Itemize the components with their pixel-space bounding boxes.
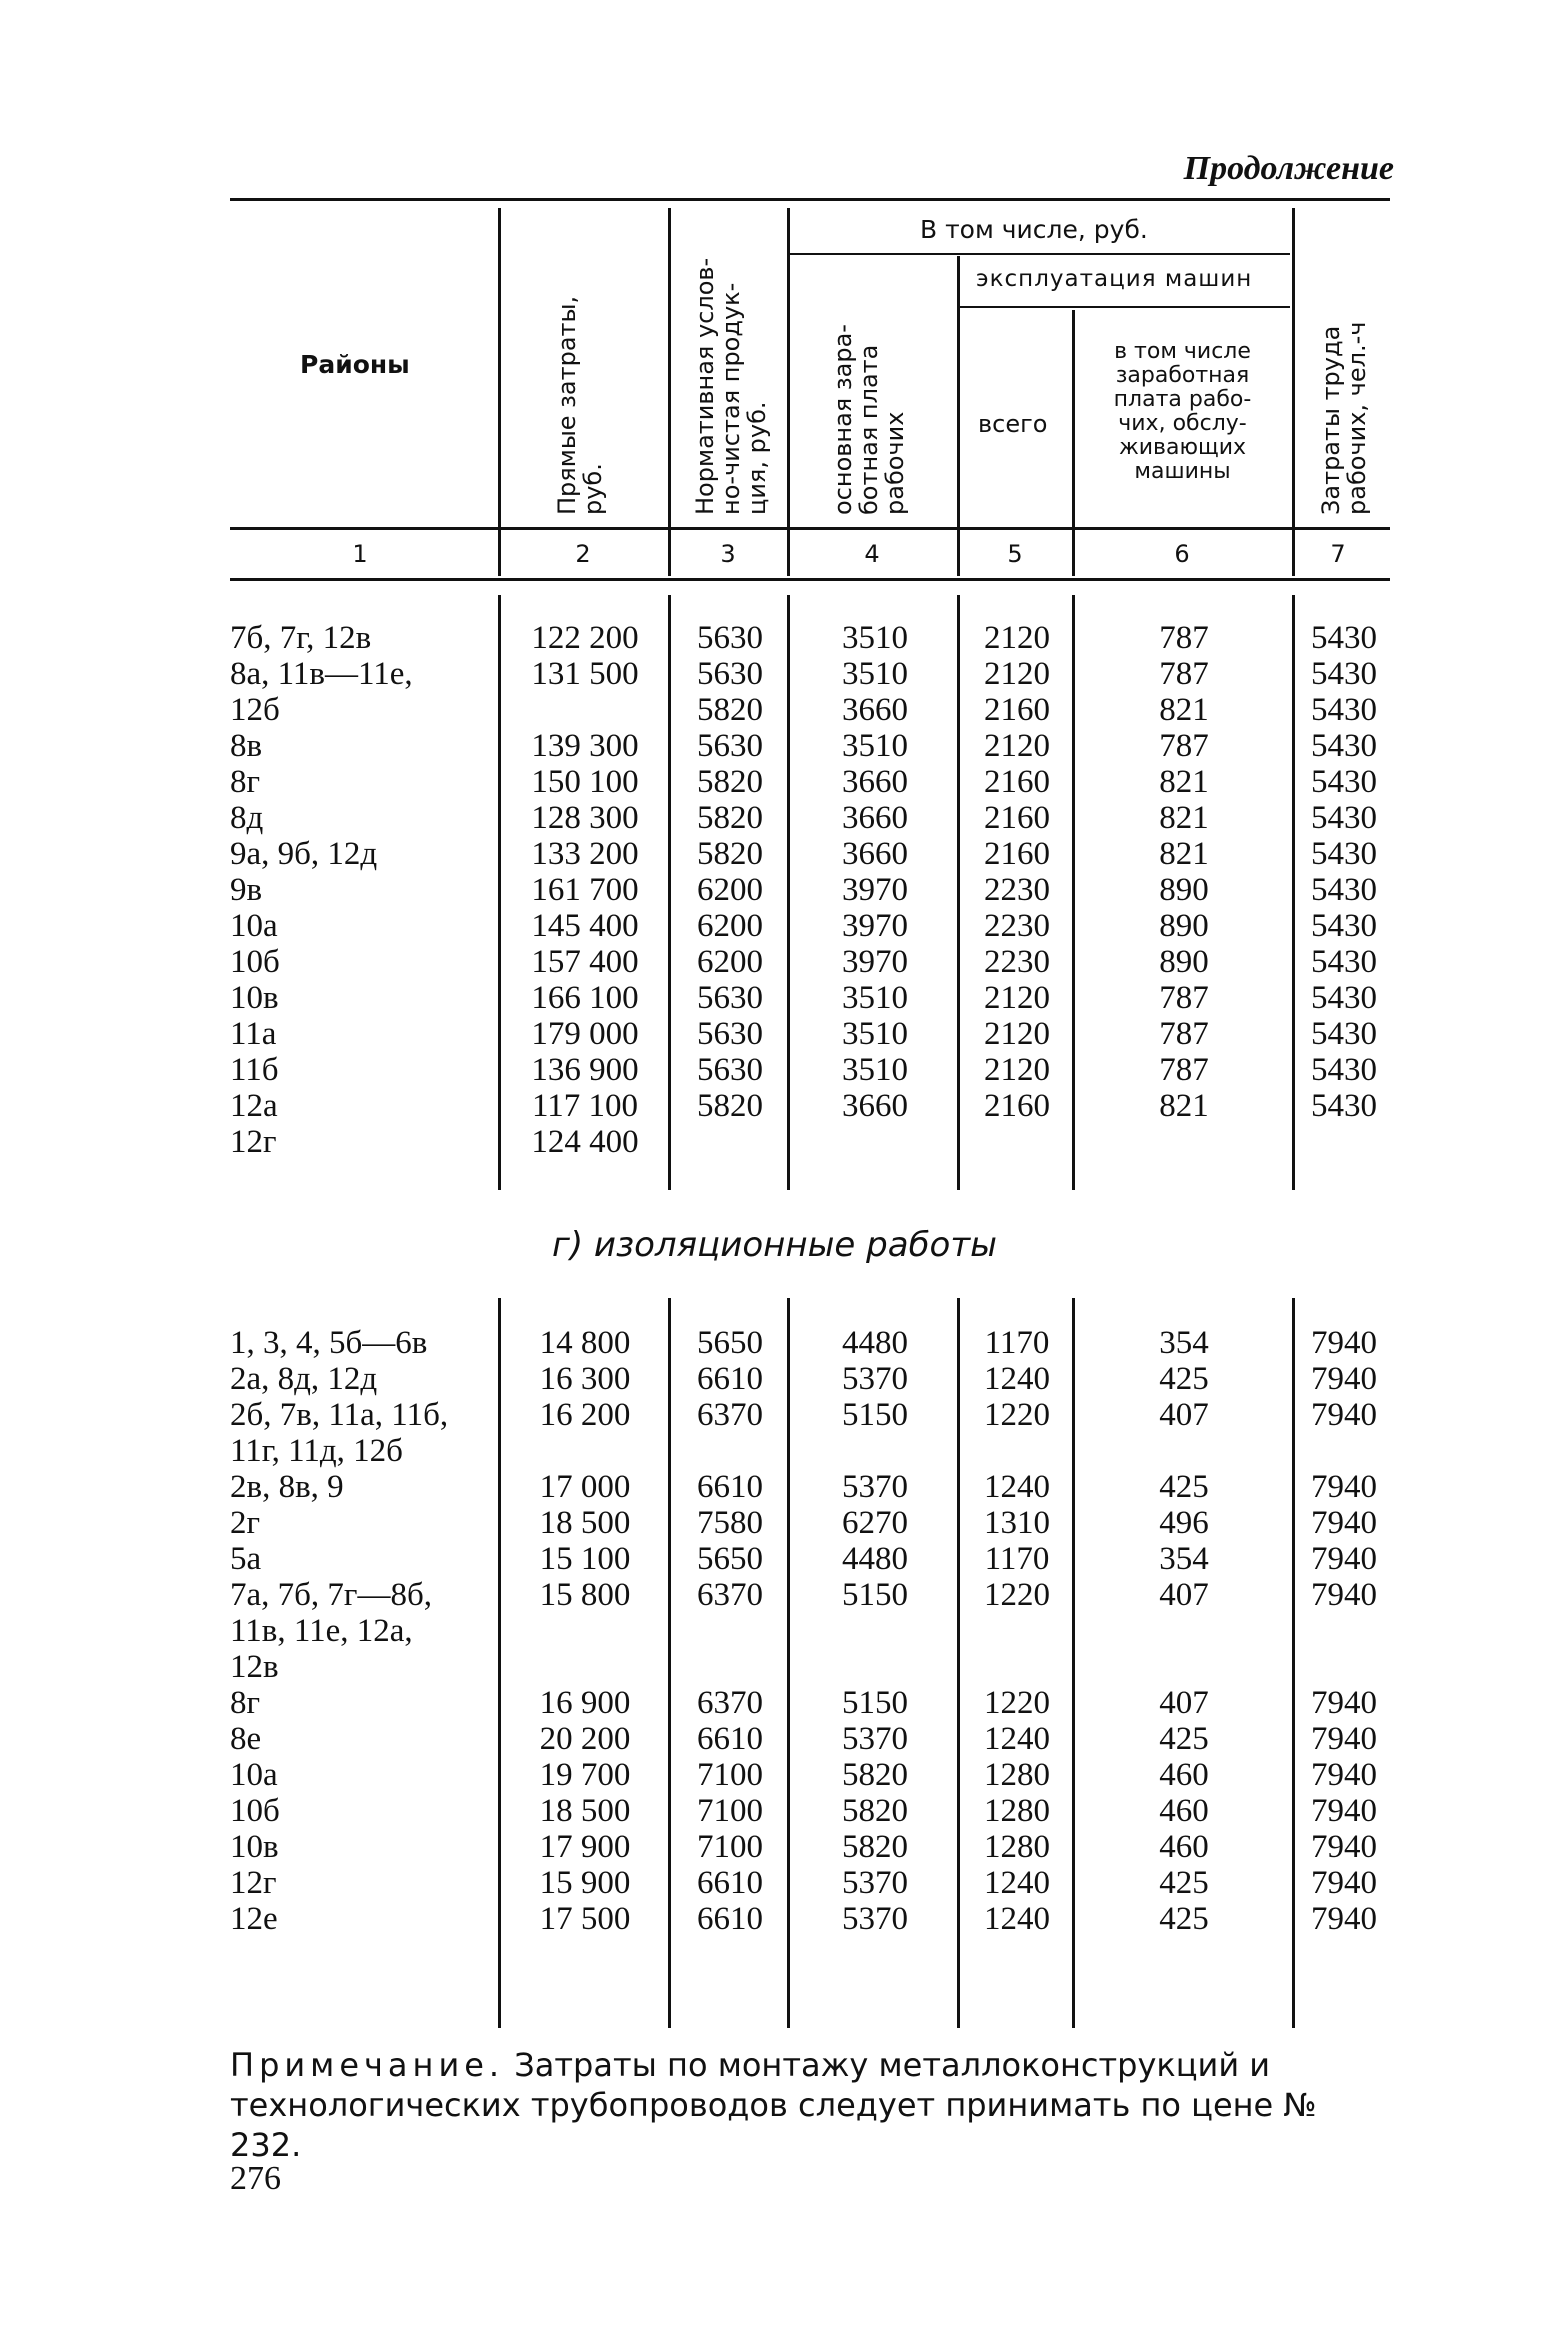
machines-wage-cell: 890	[1159, 908, 1209, 944]
direct-costs-cell: 157 400	[531, 944, 639, 980]
body-vrule	[498, 1298, 501, 2028]
region-cell: 2в, 8в, 9	[230, 1469, 344, 1505]
machines-total-cell: 2120	[984, 620, 1050, 656]
header-incl-wage: в том числе заработная плата рабо- чих, обслу- живающих машины	[1113, 339, 1252, 484]
region-cell: 12а	[230, 1088, 278, 1124]
column-number: 6	[1174, 540, 1190, 568]
page-number: 276	[230, 2160, 281, 2197]
column-number: 2	[575, 540, 591, 568]
normative-cell: 5820	[697, 764, 763, 800]
body-vrule	[668, 1298, 671, 2028]
machines-wage-cell: 407	[1159, 1685, 1209, 1721]
continuation-label: Продолжение	[1183, 150, 1394, 187]
base-wage-cell: 5370	[842, 1721, 908, 1757]
body-vrule	[787, 595, 790, 1190]
region-cell: 10б	[230, 944, 280, 980]
base-wage-cell: 5370	[842, 1361, 908, 1397]
machines-total-cell: 2160	[984, 692, 1050, 728]
base-wage-cell: 3510	[842, 1052, 908, 1088]
including-rule	[790, 253, 1290, 255]
region-cell: 9а, 9б, 12д	[230, 836, 378, 872]
column-number: 4	[864, 540, 880, 568]
region-cell: 10б	[230, 1793, 280, 1829]
direct-costs-cell: 15 900	[539, 1865, 631, 1901]
machines-total-cell: 1240	[984, 1361, 1050, 1397]
normative-cell: 5820	[697, 1088, 763, 1124]
normative-cell: 6370	[697, 1685, 763, 1721]
base-wage-cell: 3510	[842, 980, 908, 1016]
base-wage-cell: 3510	[842, 620, 908, 656]
machines-wage-cell: 821	[1159, 764, 1209, 800]
machines-total-cell: 2120	[984, 656, 1050, 692]
direct-costs-cell: 16 300	[539, 1361, 631, 1397]
header-vrule	[668, 208, 671, 576]
base-wage-cell: 4480	[842, 1325, 908, 1361]
machines-wage-cell: 407	[1159, 1577, 1209, 1613]
normative-cell: 5630	[697, 728, 763, 764]
machines-total-cell: 2160	[984, 836, 1050, 872]
base-wage-cell: 3510	[842, 1016, 908, 1052]
normative-cell: 5630	[697, 656, 763, 692]
base-wage-cell: 5370	[842, 1901, 908, 1937]
machines-total-cell: 2120	[984, 1016, 1050, 1052]
machines-total-cell: 2120	[984, 728, 1050, 764]
normative-cell: 6610	[697, 1865, 763, 1901]
base-wage-cell: 4480	[842, 1541, 908, 1577]
section-title: г) изоляционные работы	[551, 1225, 997, 1265]
header-including: В том числе, руб.	[920, 215, 1148, 244]
labor-cell: 5430	[1311, 620, 1377, 656]
region-cell: 11г, 11д, 12б	[230, 1433, 403, 1469]
body-vrule	[787, 1298, 790, 2028]
direct-costs-cell: 18 500	[539, 1505, 631, 1541]
region-cell: 9в	[230, 872, 263, 908]
normative-cell: 6370	[697, 1577, 763, 1613]
direct-costs-cell: 136 900	[531, 1052, 639, 1088]
body-vrule	[957, 1298, 960, 2028]
machines-total-cell: 2160	[984, 764, 1050, 800]
machines-total-cell: 1280	[984, 1793, 1050, 1829]
column-number: 7	[1330, 540, 1346, 568]
body-vrule	[1292, 1298, 1295, 2028]
region-cell: 2б, 7в, 11а, 11б,	[230, 1397, 449, 1433]
normative-cell: 5630	[697, 1016, 763, 1052]
normative-cell: 6200	[697, 872, 763, 908]
machines-wage-cell: 821	[1159, 1088, 1209, 1124]
region-cell: 12в	[230, 1649, 279, 1685]
machines-wage-cell: 787	[1159, 1052, 1209, 1088]
header-direct-costs: Прямые затраты, руб.	[553, 295, 607, 515]
machines-wage-cell: 425	[1159, 1469, 1209, 1505]
labor-cell: 7940	[1311, 1397, 1377, 1433]
region-cell: 7а, 7б, 7г—8б,	[230, 1577, 433, 1613]
machines-total-cell: 1170	[984, 1541, 1050, 1577]
region-cell: 8а, 11в—11е,	[230, 656, 413, 692]
header-labor: Затраты труда рабочих, чел.-ч	[1317, 321, 1371, 515]
header-total: всего	[978, 410, 1048, 438]
column-number: 5	[1007, 540, 1023, 568]
machines-total-cell: 1220	[984, 1577, 1050, 1613]
header-vrule	[498, 208, 501, 576]
labor-cell: 5430	[1311, 1052, 1377, 1088]
labor-cell: 7940	[1311, 1541, 1377, 1577]
machines-rule	[960, 306, 1290, 308]
labor-cell: 5430	[1311, 908, 1377, 944]
direct-costs-cell: 117 100	[531, 1088, 639, 1124]
machines-wage-cell: 890	[1159, 872, 1209, 908]
machines-wage-cell: 821	[1159, 836, 1209, 872]
labor-cell: 5430	[1311, 980, 1377, 1016]
base-wage-cell: 3970	[842, 872, 908, 908]
labor-cell: 5430	[1311, 692, 1377, 728]
machines-wage-cell: 425	[1159, 1361, 1209, 1397]
machines-wage-cell: 890	[1159, 944, 1209, 980]
machines-wage-cell: 425	[1159, 1901, 1209, 1937]
labor-cell: 7940	[1311, 1901, 1377, 1937]
machines-wage-cell: 460	[1159, 1829, 1209, 1865]
direct-costs-cell: 19 700	[539, 1757, 631, 1793]
machines-total-cell: 2230	[984, 908, 1050, 944]
base-wage-cell: 5370	[842, 1865, 908, 1901]
normative-cell: 7100	[697, 1757, 763, 1793]
labor-cell: 5430	[1311, 944, 1377, 980]
base-wage-cell: 3660	[842, 692, 908, 728]
normative-cell: 6610	[697, 1361, 763, 1397]
labor-cell: 7940	[1311, 1829, 1377, 1865]
footnote-label: Примечание.	[230, 2046, 505, 2084]
machines-wage-cell: 787	[1159, 728, 1209, 764]
machines-wage-cell: 354	[1159, 1325, 1209, 1361]
base-wage-cell: 3510	[842, 656, 908, 692]
machines-total-cell: 1220	[984, 1397, 1050, 1433]
machines-total-cell: 1240	[984, 1865, 1050, 1901]
machines-total-cell: 1240	[984, 1469, 1050, 1505]
normative-cell: 5820	[697, 836, 763, 872]
colnum-bottom-rule	[230, 578, 1390, 581]
direct-costs-cell: 14 800	[539, 1325, 631, 1361]
machines-total-cell: 1240	[984, 1721, 1050, 1757]
base-wage-cell: 5820	[842, 1829, 908, 1865]
machines-wage-cell: 787	[1159, 656, 1209, 692]
normative-cell: 6370	[697, 1397, 763, 1433]
labor-cell: 5430	[1311, 872, 1377, 908]
normative-cell: 5630	[697, 1052, 763, 1088]
direct-costs-cell: 122 200	[531, 620, 639, 656]
direct-costs-cell: 139 300	[531, 728, 639, 764]
body-vrule	[668, 595, 671, 1190]
header-bottom-rule	[230, 527, 1390, 530]
machines-total-cell: 1310	[984, 1505, 1050, 1541]
region-cell: 8е	[230, 1721, 262, 1757]
direct-costs-cell: 15 800	[539, 1577, 631, 1613]
region-cell: 11а	[230, 1016, 277, 1052]
normative-cell: 5650	[697, 1541, 763, 1577]
machines-total-cell: 2120	[984, 980, 1050, 1016]
region-cell: 1, 3, 4, 5б—6в	[230, 1325, 428, 1361]
machines-total-cell: 2160	[984, 800, 1050, 836]
direct-costs-cell: 131 500	[531, 656, 639, 692]
direct-costs-cell: 124 400	[531, 1124, 639, 1160]
body-vrule	[1072, 1298, 1075, 2028]
region-cell: 5а	[230, 1541, 262, 1577]
normative-cell: 5650	[697, 1325, 763, 1361]
direct-costs-cell: 18 500	[539, 1793, 631, 1829]
labor-cell: 5430	[1311, 728, 1377, 764]
labor-cell: 5430	[1311, 800, 1377, 836]
direct-costs-cell: 16 200	[539, 1397, 631, 1433]
labor-cell: 7940	[1311, 1793, 1377, 1829]
labor-cell: 7940	[1311, 1361, 1377, 1397]
machines-total-cell: 2230	[984, 944, 1050, 980]
normative-cell: 7100	[697, 1793, 763, 1829]
body-vrule	[1292, 595, 1295, 1190]
region-cell: 11б	[230, 1052, 279, 1088]
normative-cell: 6200	[697, 908, 763, 944]
header-base-wage: основная зара- ботная плата рабочих	[829, 324, 909, 515]
machines-wage-cell: 787	[1159, 620, 1209, 656]
body-vrule	[1072, 595, 1075, 1190]
region-cell: 10а	[230, 908, 278, 944]
direct-costs-cell: 17 000	[539, 1469, 631, 1505]
direct-costs-cell: 161 700	[531, 872, 639, 908]
machines-wage-cell: 407	[1159, 1397, 1209, 1433]
region-cell: 12г	[230, 1124, 277, 1160]
header-vrule	[1292, 208, 1295, 576]
direct-costs-cell: 16 900	[539, 1685, 631, 1721]
base-wage-cell: 5820	[842, 1757, 908, 1793]
machines-wage-cell: 496	[1159, 1505, 1209, 1541]
region-cell: 11в, 11е, 12а,	[230, 1613, 413, 1649]
machines-total-cell: 1170	[984, 1325, 1050, 1361]
base-wage-cell: 5150	[842, 1685, 908, 1721]
machines-total-cell: 2120	[984, 1052, 1050, 1088]
base-wage-cell: 3660	[842, 1088, 908, 1124]
base-wage-cell: 5150	[842, 1577, 908, 1613]
column-number: 3	[720, 540, 736, 568]
table-top-rule	[230, 198, 1390, 201]
region-cell: 10а	[230, 1757, 278, 1793]
normative-cell: 6610	[697, 1721, 763, 1757]
machines-total-cell: 2230	[984, 872, 1050, 908]
machines-total-cell: 1220	[984, 1685, 1050, 1721]
labor-cell: 5430	[1311, 764, 1377, 800]
direct-costs-cell: 17 900	[539, 1829, 631, 1865]
header-normative: Нормативная услов- но-чистая продук- ция, руб.	[691, 257, 771, 515]
machines-total-cell: 2160	[984, 1088, 1050, 1124]
region-cell: 2а, 8д, 12д	[230, 1361, 378, 1397]
region-cell: 10в	[230, 1829, 279, 1865]
machines-total-cell: 1280	[984, 1829, 1050, 1865]
base-wage-cell: 6270	[842, 1505, 908, 1541]
labor-cell: 5430	[1311, 1088, 1377, 1124]
labor-cell: 7940	[1311, 1757, 1377, 1793]
labor-cell: 7940	[1311, 1325, 1377, 1361]
base-wage-cell: 5150	[842, 1397, 908, 1433]
normative-cell: 5630	[697, 620, 763, 656]
labor-cell: 5430	[1311, 656, 1377, 692]
machines-total-cell: 1240	[984, 1901, 1050, 1937]
labor-cell: 7940	[1311, 1721, 1377, 1757]
region-cell: 7б, 7г, 12в	[230, 620, 372, 656]
labor-cell: 7940	[1311, 1865, 1377, 1901]
direct-costs-cell: 20 200	[539, 1721, 631, 1757]
header-vrule	[957, 256, 960, 576]
machines-wage-cell: 821	[1159, 800, 1209, 836]
column-number: 1	[352, 540, 368, 568]
footnote-text: Затраты по монтажу металлоконструкций и технологических трубопроводов следует принимать по цене № 232.	[230, 2046, 1317, 2164]
region-cell: 12е	[230, 1901, 278, 1937]
region-cell: 8г	[230, 1685, 261, 1721]
direct-costs-cell: 128 300	[531, 800, 639, 836]
direct-costs-cell: 145 400	[531, 908, 639, 944]
direct-costs-cell: 150 100	[531, 764, 639, 800]
normative-cell: 6200	[697, 944, 763, 980]
header-region: Районы	[300, 350, 410, 379]
machines-wage-cell: 460	[1159, 1757, 1209, 1793]
direct-costs-cell: 15 100	[539, 1541, 631, 1577]
normative-cell: 7100	[697, 1829, 763, 1865]
base-wage-cell: 5820	[842, 1793, 908, 1829]
direct-costs-cell: 166 100	[531, 980, 639, 1016]
normative-cell: 5820	[697, 692, 763, 728]
region-cell: 12б	[230, 692, 280, 728]
base-wage-cell: 5370	[842, 1469, 908, 1505]
labor-cell: 7940	[1311, 1469, 1377, 1505]
labor-cell: 7940	[1311, 1685, 1377, 1721]
base-wage-cell: 3660	[842, 836, 908, 872]
machines-wage-cell: 787	[1159, 980, 1209, 1016]
direct-costs-cell: 133 200	[531, 836, 639, 872]
base-wage-cell: 3970	[842, 908, 908, 944]
header-vrule	[1072, 310, 1075, 576]
machines-wage-cell: 821	[1159, 692, 1209, 728]
base-wage-cell: 3970	[842, 944, 908, 980]
base-wage-cell: 3660	[842, 764, 908, 800]
labor-cell: 5430	[1311, 836, 1377, 872]
labor-cell: 7940	[1311, 1577, 1377, 1613]
region-cell: 10в	[230, 980, 279, 1016]
labor-cell: 5430	[1311, 1016, 1377, 1052]
machines-wage-cell: 354	[1159, 1541, 1209, 1577]
body-vrule	[498, 595, 501, 1190]
region-cell: 8в	[230, 728, 263, 764]
base-wage-cell: 3510	[842, 728, 908, 764]
direct-costs-cell: 179 000	[531, 1016, 639, 1052]
normative-cell: 6610	[697, 1469, 763, 1505]
region-cell: 12г	[230, 1865, 277, 1901]
region-cell: 8д	[230, 800, 264, 836]
machines-total-cell: 1280	[984, 1757, 1050, 1793]
machines-wage-cell: 425	[1159, 1865, 1209, 1901]
normative-cell: 7580	[697, 1505, 763, 1541]
region-cell: 2г	[230, 1505, 261, 1541]
labor-cell: 7940	[1311, 1505, 1377, 1541]
normative-cell: 6610	[697, 1901, 763, 1937]
region-cell: 8г	[230, 764, 261, 800]
direct-costs-cell: 17 500	[539, 1901, 631, 1937]
machines-wage-cell: 460	[1159, 1793, 1209, 1829]
machines-wage-cell: 787	[1159, 1016, 1209, 1052]
header-machines: эксплуатация машин	[976, 266, 1253, 292]
footnote	[230, 2045, 1390, 2165]
body-vrule	[957, 595, 960, 1190]
normative-cell: 5630	[697, 980, 763, 1016]
normative-cell: 5820	[697, 800, 763, 836]
base-wage-cell: 3660	[842, 800, 908, 836]
machines-wage-cell: 425	[1159, 1721, 1209, 1757]
header-vrule	[787, 208, 790, 576]
